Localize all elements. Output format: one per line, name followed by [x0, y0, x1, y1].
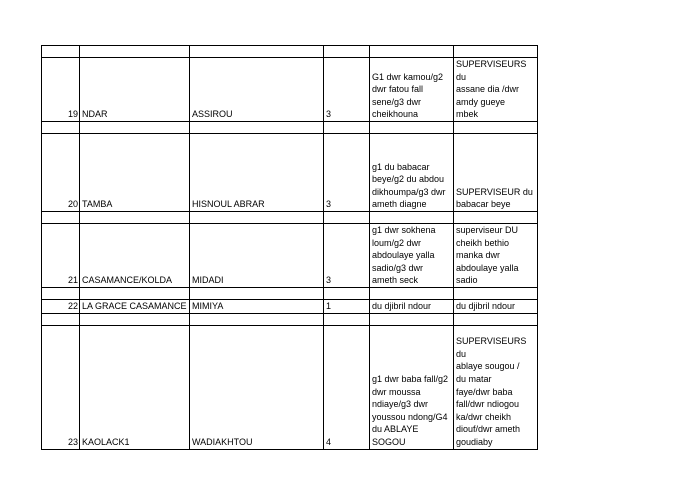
count-cell[interactable]: 3: [324, 58, 370, 122]
table-row: [42, 58, 538, 122]
supervisors-cell[interactable]: SUPERVISEUR du babacar beye: [454, 134, 538, 212]
empty-cell[interactable]: [80, 46, 190, 58]
zone-cell[interactable]: CASAMANCE/KOLDA: [80, 224, 190, 288]
supervisors-cell[interactable]: SUPERVISEURS du assane dia /dwr amdy gueye mbek: [454, 58, 538, 122]
supervisors-cell[interactable]: SUPERVISEURS du ablaye sougou / du matar faye/dwr baba fall/dwr ndiogou ka/dwr cheikh diouf/dwr ameth goudiaby: [454, 325, 538, 449]
row-number-cell[interactable]: 19: [42, 58, 80, 122]
count-cell[interactable]: 4: [324, 325, 370, 449]
empty-cell[interactable]: [80, 212, 190, 224]
empty-cell[interactable]: [454, 288, 538, 300]
empty-cell[interactable]: [42, 212, 80, 224]
zone-cell[interactable]: NDAR: [80, 58, 190, 122]
table-row: [42, 300, 538, 314]
spacer-row: [42, 212, 538, 224]
empty-cell[interactable]: [42, 122, 80, 134]
empty-cell[interactable]: [324, 122, 370, 134]
empty-cell[interactable]: [324, 212, 370, 224]
empty-cell[interactable]: [80, 122, 190, 134]
empty-cell[interactable]: [80, 313, 190, 325]
empty-cell[interactable]: [454, 313, 538, 325]
empty-cell[interactable]: [190, 46, 324, 58]
empty-cell[interactable]: [454, 212, 538, 224]
spacer-row: [42, 313, 538, 325]
empty-cell[interactable]: [370, 46, 454, 58]
spacer-row: [42, 288, 538, 300]
count-cell[interactable]: 3: [324, 224, 370, 288]
name-cell[interactable]: WADIAKHTOU: [190, 325, 324, 449]
name-cell[interactable]: MIMIYA: [190, 300, 324, 314]
groups-cell[interactable]: G1 dwr kamou/g2 dwr fatou fall sene/g3 dwr cheikhouna: [370, 58, 454, 122]
spacer-row: [42, 122, 538, 134]
table-row: [42, 325, 538, 449]
empty-cell[interactable]: [370, 313, 454, 325]
table-row: [42, 224, 538, 288]
count-cell[interactable]: 3: [324, 134, 370, 212]
zone-cell[interactable]: LA GRACE CASAMANCE: [80, 300, 190, 314]
row-number-cell[interactable]: 20: [42, 134, 80, 212]
empty-cell[interactable]: [190, 288, 324, 300]
zone-cell[interactable]: KAOLACK1: [80, 325, 190, 449]
zone-cell[interactable]: TAMBA: [80, 134, 190, 212]
count-cell[interactable]: 1: [324, 300, 370, 314]
empty-cell[interactable]: [370, 212, 454, 224]
empty-cell[interactable]: [324, 46, 370, 58]
groups-cell[interactable]: g1 dwr sokhena loum/g2 dwr abdoulaye yalla sadio/g3 dwr ameth seck: [370, 224, 454, 288]
empty-cell[interactable]: [190, 313, 324, 325]
supervisors-cell[interactable]: du djibril ndour: [454, 300, 538, 314]
empty-cell[interactable]: [324, 288, 370, 300]
name-cell[interactable]: ASSIROU: [190, 58, 324, 122]
empty-cell[interactable]: [42, 288, 80, 300]
empty-cell[interactable]: [42, 46, 80, 58]
spreadsheet-table: [41, 45, 538, 450]
empty-cell[interactable]: [454, 122, 538, 134]
groups-cell[interactable]: g1 dwr baba fall/g2 dwr moussa ndiaye/g3 dwr youssou ndong/G4 du ABLAYE SOGOU: [370, 325, 454, 449]
empty-cell[interactable]: [42, 313, 80, 325]
table-row: [42, 134, 538, 212]
groups-cell[interactable]: du djibril ndour: [370, 300, 454, 314]
row-number-cell[interactable]: 22: [42, 300, 80, 314]
name-cell[interactable]: HISNOUL ABRAR: [190, 134, 324, 212]
empty-cell[interactable]: [370, 122, 454, 134]
empty-cell[interactable]: [80, 288, 190, 300]
row-number-cell[interactable]: 23: [42, 325, 80, 449]
empty-cell[interactable]: [370, 288, 454, 300]
name-cell[interactable]: MIDADI: [190, 224, 324, 288]
empty-cell[interactable]: [454, 46, 538, 58]
groups-cell[interactable]: g1 du babacar beye/g2 du abdou dikhoumpa/g3 dwr ameth diagne: [370, 134, 454, 212]
empty-cell[interactable]: [324, 313, 370, 325]
empty-cell[interactable]: [190, 122, 324, 134]
empty-cell[interactable]: [190, 212, 324, 224]
supervisors-cell[interactable]: superviseur DU cheikh bethio manka dwr abdoulaye yalla sadio: [454, 224, 538, 288]
spacer-row: [42, 46, 538, 58]
row-number-cell[interactable]: 21: [42, 224, 80, 288]
